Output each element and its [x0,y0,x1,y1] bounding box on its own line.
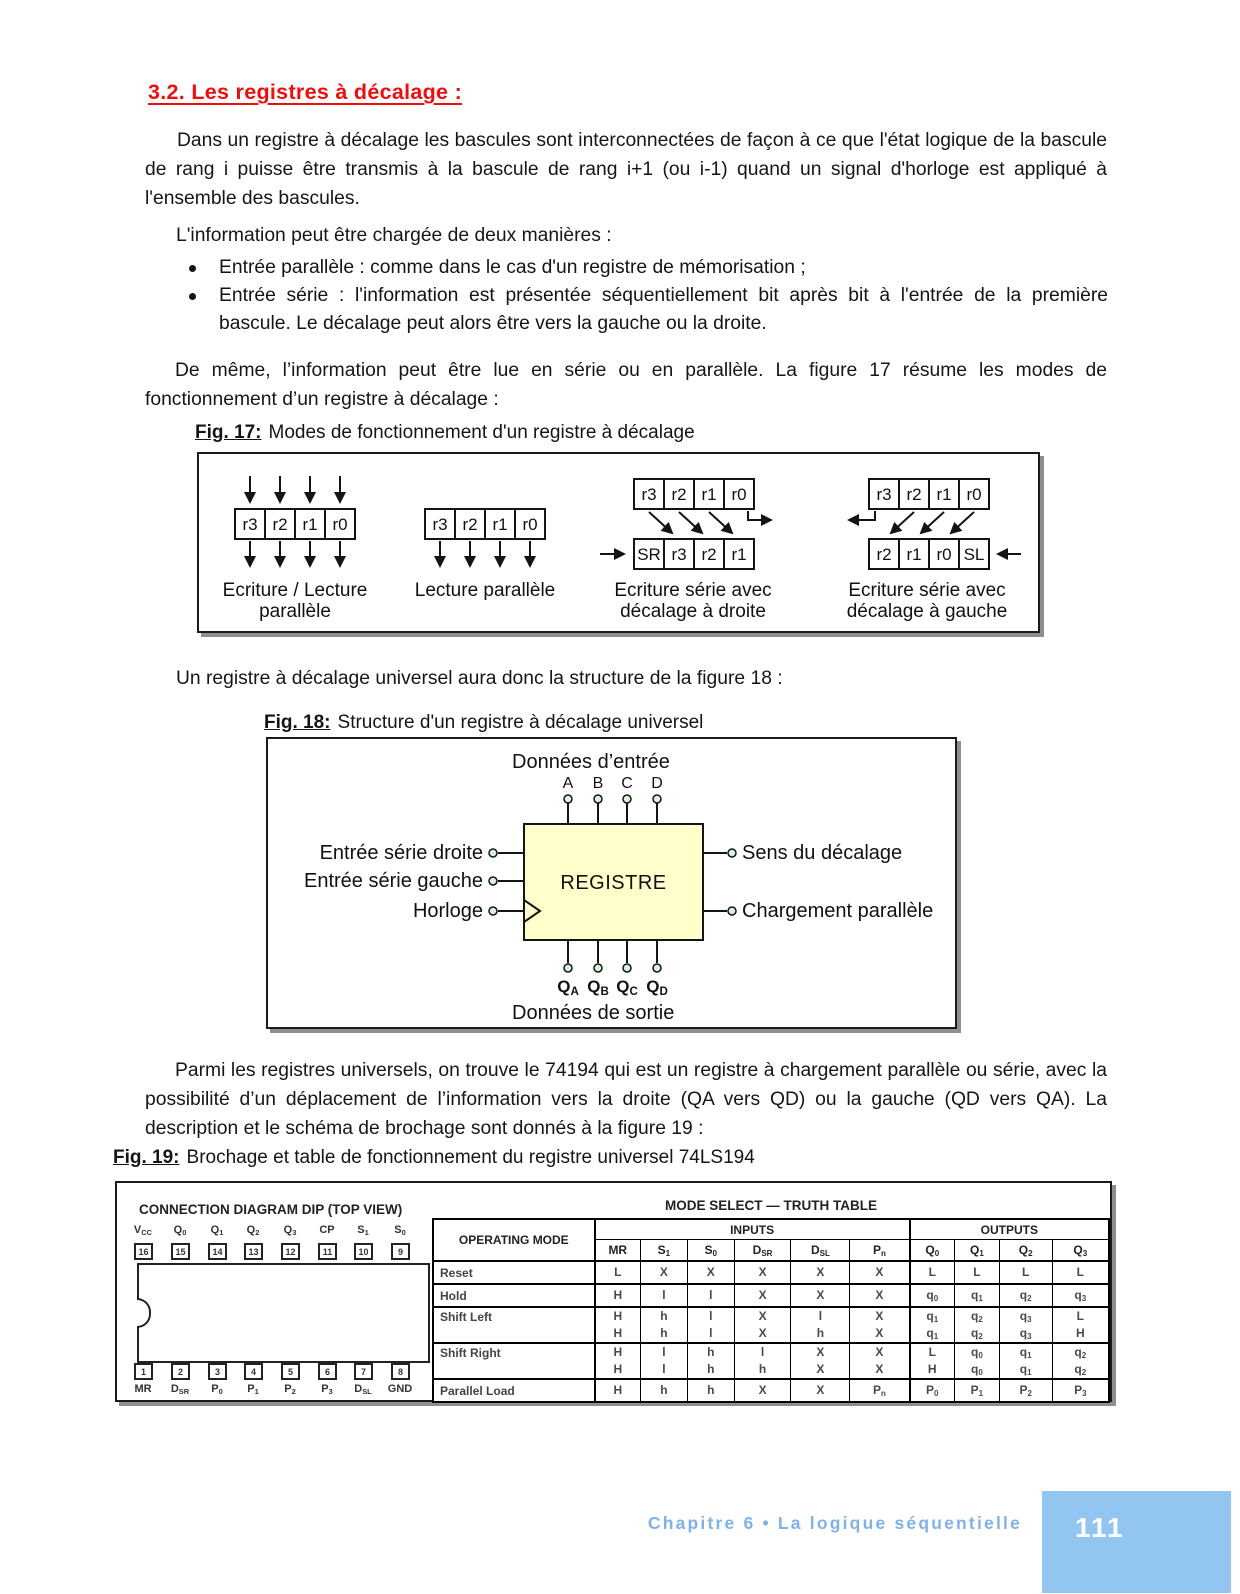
pin-name-label: $D_{SL}$ [354,1383,372,1396]
register-cell-label: r1 [936,485,952,504]
pin-name-label: $P_0$ [211,1383,223,1396]
value-cell [954,1284,999,1307]
value-cell [687,1379,734,1402]
value-cell [910,1343,955,1379]
figure-17-caption-text: Modes de fonctionnement d'un registre à décalage [268,422,695,443]
value-line: X [875,1265,884,1279]
value-cell [1052,1343,1109,1379]
value-line: $q_3$ [1019,1326,1032,1341]
value-cell [791,1307,850,1343]
value-cell [954,1379,999,1402]
value-cell [850,1343,910,1379]
input-column-header: MR [595,1240,641,1262]
register-cell-label: r2 [876,545,892,564]
input-pin-label: D [651,775,663,792]
pin-number-box: 7 [354,1363,373,1380]
value-cell [791,1379,850,1402]
value-cell [687,1343,734,1379]
value-line: l [709,1326,713,1340]
mode-cell: Shift Right [433,1343,595,1379]
value-line: $P_2$ [1019,1383,1032,1398]
output-pin-label: $Q_B$ [587,977,609,998]
value-cell [954,1307,999,1343]
value-cell [687,1284,734,1307]
value-line: h [758,1362,767,1376]
value-line: X [758,1309,767,1323]
value-line: H [613,1362,623,1376]
figure-18-label: Fig. 18: [264,712,331,733]
figure-18-caption-text: Structure d'un registre à décalage universel [337,712,704,733]
diagram-caption [415,580,555,601]
caption-line: décalage à droite [620,601,766,622]
input-column-header: $P_n$ [850,1240,910,1262]
ic-notch-icon [137,1298,151,1328]
pin-number-box: 11 [318,1243,337,1260]
mode-cell: Parallel Load [433,1379,595,1402]
pin-number-box: 16 [134,1243,153,1260]
input-column-header: $S_0$ [687,1240,734,1262]
value-line: X [758,1288,767,1302]
pin-number-box: 8 [391,1363,410,1380]
value-cell [734,1261,791,1284]
value-line: X [758,1326,767,1340]
table-header-row [433,1219,1109,1240]
value-cell [791,1284,850,1307]
value-cell [850,1261,910,1284]
input-pin-label: A [562,775,574,792]
caption-line: parallèle [259,601,331,622]
value-line: h [660,1309,668,1323]
value-cell [1052,1307,1109,1343]
value-line: l [662,1362,666,1376]
value-cell [734,1307,791,1343]
input-column-header: $D_{SL}$ [791,1240,850,1262]
caption-line: décalage à gauche [846,601,1008,622]
truth-table-title: MODE SELECT — TRUTH TABLE [665,1198,877,1213]
register-cell-label: r2 [906,485,922,504]
value-line: l [662,1288,666,1302]
value-line: H [1075,1326,1085,1340]
value-line: X [875,1326,884,1340]
register-cell-label: r3 [432,515,448,534]
value-cell [640,1379,687,1402]
value-line: $q_1$ [1019,1362,1032,1377]
value-cell [999,1284,1052,1307]
page-number-badge [1042,1491,1231,1593]
value-line: L [614,1265,622,1279]
output-column-header: $Q_3$ [1052,1240,1109,1262]
pin-name-label: $P_3$ [321,1383,333,1396]
value-line: H [613,1383,623,1397]
value-cell [640,1343,687,1379]
paragraph-74194: Parmi les registres universels, on trouve le 74194 qui est un registre à chargement parallèle ou série, avec la possibilité d’un déplacement de l’information vers la droite (QA vers QD) ou la gauche (QD vers QA). La description et le schéma de brochage sont donnés à la figure 19 : [145,1060,1107,1139]
output-column-header: $Q_1$ [954,1240,999,1262]
value-cell [954,1261,999,1284]
value-line: h [707,1362,715,1376]
register-cell-label: r1 [492,515,508,534]
value-line: $q_2$ [970,1326,983,1341]
data-output-lines [568,940,657,963]
ic-body [137,1263,430,1363]
figure-17-caption [195,422,695,444]
pin-number-box: 4 [244,1363,263,1380]
value-line: L [1076,1265,1084,1279]
value-cell [999,1343,1052,1379]
value-line: X [875,1362,884,1376]
clock-input-label: Horloge [412,900,483,922]
pin-name-label: $Q_0$ [173,1224,187,1237]
input-data-title: Données d’entrée [512,751,670,773]
value-cell [687,1261,734,1284]
value-line: H [613,1326,623,1340]
value-cell [954,1343,999,1379]
value-line: X [875,1309,884,1323]
serial-right-input-label: Entrée série droite [319,842,483,864]
pin-number-box: 3 [208,1363,227,1380]
register-cell-label: r0 [522,515,538,534]
right-control-lines [703,853,727,911]
bullet-text: Entrée parallèle : comme dans le cas d'un registre de mémorisation ; [219,257,806,278]
serial-left-input-label: Entrée série gauche [303,870,483,892]
value-line: $q_3$ [1074,1288,1087,1303]
value-line: H [613,1345,623,1359]
value-line: L [928,1345,936,1359]
pin-number-box: 6 [318,1363,337,1380]
value-cell [595,1284,641,1307]
register-cell-label: r3 [876,485,892,504]
parallel-load-label: Chargement parallèle [742,900,934,922]
pin-number-box: 2 [171,1363,190,1380]
input-pin-label: B [592,775,604,792]
parallel-read-arrows-a [250,541,340,566]
table-row [433,1261,1109,1284]
value-cell [791,1343,850,1379]
value-line: X [875,1288,884,1302]
paragraph-read-modes: De même, l’information peut être lue en série ou en parallèle. La figure 17 résume les modes de fonctionnement d’un registre à décalage : [145,360,1107,410]
value-cell [1052,1379,1109,1402]
shift-direction-label: Sens du décalage [742,842,903,864]
value-cell [999,1261,1052,1284]
pin-name-label: $S_1$ [357,1224,369,1237]
pin-name-label: $Q_2$ [246,1224,260,1237]
value-line: $q_0$ [970,1362,983,1377]
figure-19-frame [115,1181,1112,1402]
value-line: L [1076,1309,1084,1323]
value-line: X [816,1288,825,1302]
left-input-lines [498,853,524,911]
value-line: $P_1$ [970,1383,984,1398]
diagram-caption [223,580,368,622]
caption-line: Ecriture série avec [614,580,772,601]
mode-cell: Hold [433,1284,595,1307]
operating-mode-header: OPERATING MODE [433,1219,595,1261]
pin-name-label: GND [387,1383,413,1395]
value-line: H [613,1288,623,1302]
value-line: h [707,1383,715,1397]
register-cell-label: r1 [701,485,717,504]
pin-name-label: MR [134,1383,152,1395]
figure-17-frame [197,452,1040,633]
register-cell-label: r3 [671,545,687,564]
caption-line: Ecriture / Lecture [222,580,368,601]
pin-number-box: 5 [281,1363,300,1380]
pin-name-label: $V_{CC}$ [133,1224,153,1237]
figure-18-caption [264,712,703,734]
section-heading: 3.2. Les registres à décalage : [148,80,463,104]
caption-line: Ecriture série avec [848,580,1006,601]
table-row [433,1343,1109,1379]
value-cell [999,1379,1052,1402]
input-column-header: $D_{SR}$ [734,1240,791,1262]
register-cells [235,479,989,569]
value-cell [640,1307,687,1343]
value-cell [734,1284,791,1307]
value-line: X [758,1265,767,1279]
value-line: $q_2$ [970,1309,983,1324]
value-cell [910,1379,955,1402]
value-cell [910,1284,955,1307]
register-cell-label: r2 [671,485,687,504]
table-row [433,1379,1109,1402]
register-cell-label: r1 [906,545,922,564]
value-line: $q_2$ [1019,1288,1032,1303]
parallel-read-arrows-b [440,541,530,566]
value-line: $q_3$ [1019,1309,1032,1324]
pin-number-box: 14 [208,1243,227,1260]
figure-18-frame [266,737,957,1029]
paragraph-intro: Dans un registre à décalage les bascules sont interconnectées de façon à ce que l'état logique de la bascule de rang i puisse être transmis à la bascule de rang i+1 (ou i-1) quand un signal d'horloge est appliqué à l'ensemble des bascules. [145,130,1107,209]
pin-number-box: 1 [134,1363,153,1380]
register-cell-label: r1 [302,515,318,534]
pin-number-box: 12 [281,1243,300,1260]
value-line: h [660,1383,668,1397]
value-cell [910,1307,955,1343]
output-column-header: $Q_2$ [999,1240,1052,1262]
value-line: X [659,1265,668,1279]
value-line: $q_1$ [926,1309,939,1324]
value-line: X [816,1383,825,1397]
register-cell-label: r2 [462,515,478,534]
output-pin-label: $Q_D$ [646,977,668,998]
pin-number-box: 9 [391,1243,410,1260]
register-cell-label: SR [637,545,661,564]
bullet-dot-icon [189,293,196,300]
pin-number-box: 15 [171,1243,190,1260]
value-cell [850,1379,910,1402]
value-line: l [709,1309,713,1323]
value-line: $q_0$ [970,1345,983,1360]
value-line: $q_2$ [1074,1345,1087,1360]
value-cell [999,1307,1052,1343]
output-pin-label: $Q_A$ [557,977,579,998]
pin-name-label: $P_2$ [284,1383,296,1396]
value-line: X [875,1345,884,1359]
value-line: X [816,1265,825,1279]
register-cell-label: r0 [936,545,952,564]
register-label: REGISTRE [560,872,667,894]
value-line: $P_3$ [1074,1383,1087,1398]
bullet-item [186,282,1108,338]
pin-number-box: 10 [354,1243,373,1260]
paragraph-load-modes: L'information peut être chargée de deux manières : [176,225,612,246]
pin-name-label: $S_0$ [394,1224,406,1237]
register-cell-label: r1 [731,545,747,564]
value-cell [640,1284,687,1307]
diagram-caption [847,580,1008,622]
mode-cell: Shift Left [433,1307,595,1343]
outputs-header: OUTPUTS [910,1219,1109,1240]
value-cell [1052,1284,1109,1307]
register-cell-label: r2 [701,545,717,564]
diagram-caption [614,580,771,622]
figure-19-caption [113,1147,755,1169]
value-cell [595,1261,641,1284]
value-line: L [928,1265,936,1279]
value-line: h [816,1326,825,1340]
register-cell-label: r2 [272,515,288,534]
value-line: $q_2$ [1074,1362,1087,1377]
value-line: l [760,1345,765,1359]
value-line: H [927,1362,937,1376]
input-column-header: $S_1$ [640,1240,687,1262]
value-line: $q_1$ [970,1288,983,1303]
pin-name-label: CP [319,1224,335,1236]
data-input-lines [568,803,657,824]
value-cell [640,1261,687,1284]
value-line: X [758,1383,767,1397]
value-line: l [818,1309,823,1323]
pin-name-label: $P_1$ [247,1383,259,1396]
value-line: X [816,1362,825,1376]
value-cell [734,1343,791,1379]
value-cell [595,1307,641,1343]
figure-19-label: Fig. 19: [113,1147,180,1168]
mode-cell: Reset [433,1261,595,1284]
value-cell [734,1379,791,1402]
output-data-title: Données de sortie [512,1002,675,1024]
value-line: $q_1$ [926,1326,939,1341]
truth-table [432,1218,1110,1403]
value-cell [1052,1261,1109,1284]
register-cell-label: r0 [966,485,982,504]
bullet-list [186,254,1108,338]
register-cell-label: r0 [731,485,747,504]
bullet-item [186,254,1108,282]
figure-19-caption-text: Brochage et table de fonctionnement du registre universel 74LS194 [186,1147,755,1168]
value-cell [595,1343,641,1379]
parallel-write-arrows [250,476,340,502]
value-cell [910,1261,955,1284]
caption-line: Lecture parallèle [414,580,556,601]
value-cell [595,1379,641,1402]
pin-name-label: $D_{SR}$ [170,1383,190,1396]
register-cell-label: r3 [242,515,258,534]
value-cell [850,1284,910,1307]
value-line: X [816,1345,825,1359]
value-line: L [973,1265,981,1279]
value-line: X [706,1265,715,1279]
register-cell-label: SL [963,545,985,564]
figure-17-label: Fig. 17: [195,422,262,443]
value-cell [791,1261,850,1284]
value-line: $P_0$ [926,1383,939,1398]
value-line: $q_0$ [926,1288,939,1303]
input-pin-label: C [621,775,633,792]
value-line: l [662,1345,666,1359]
register-cell-label: r3 [641,485,657,504]
value-cell [687,1307,734,1343]
value-line: L [1022,1265,1030,1279]
pin-number-box: 13 [244,1243,263,1260]
connection-diagram-title: CONNECTION DIAGRAM DIP (TOP VIEW) [139,1202,403,1217]
register-cell-label: r0 [332,515,348,534]
value-line: l [709,1288,713,1302]
bullet-dot-icon [189,265,196,272]
pin-name-label: $Q_1$ [210,1224,224,1237]
value-line: h [660,1326,668,1340]
inputs-header: INPUTS [595,1219,910,1240]
paragraph-universal: Un registre à décalage universel aura donc la structure de la figure 18 : [176,668,783,689]
value-line: $q_1$ [1019,1345,1032,1360]
pin-name-label: $Q_3$ [283,1224,297,1237]
value-line: H [613,1309,623,1323]
value-line: h [707,1345,715,1359]
value-line: $P_n$ [872,1383,886,1398]
table-row [433,1284,1109,1307]
value-cell [850,1307,910,1343]
bullet-text: Entrée série : l'information est présentée séquentiellement bit après bit à l'entrée de la première bascule. Le décalage peut alors être vers la gauche ou la droite. [219,285,1108,334]
footer-chapter: Chapitre 6 • La logique séquentielle [647,1513,1022,1533]
table-row [433,1307,1109,1343]
output-pin-label: $Q_C$ [616,977,638,998]
page-number: 111 [1075,1512,1125,1543]
output-column-header: $Q_0$ [910,1240,955,1262]
